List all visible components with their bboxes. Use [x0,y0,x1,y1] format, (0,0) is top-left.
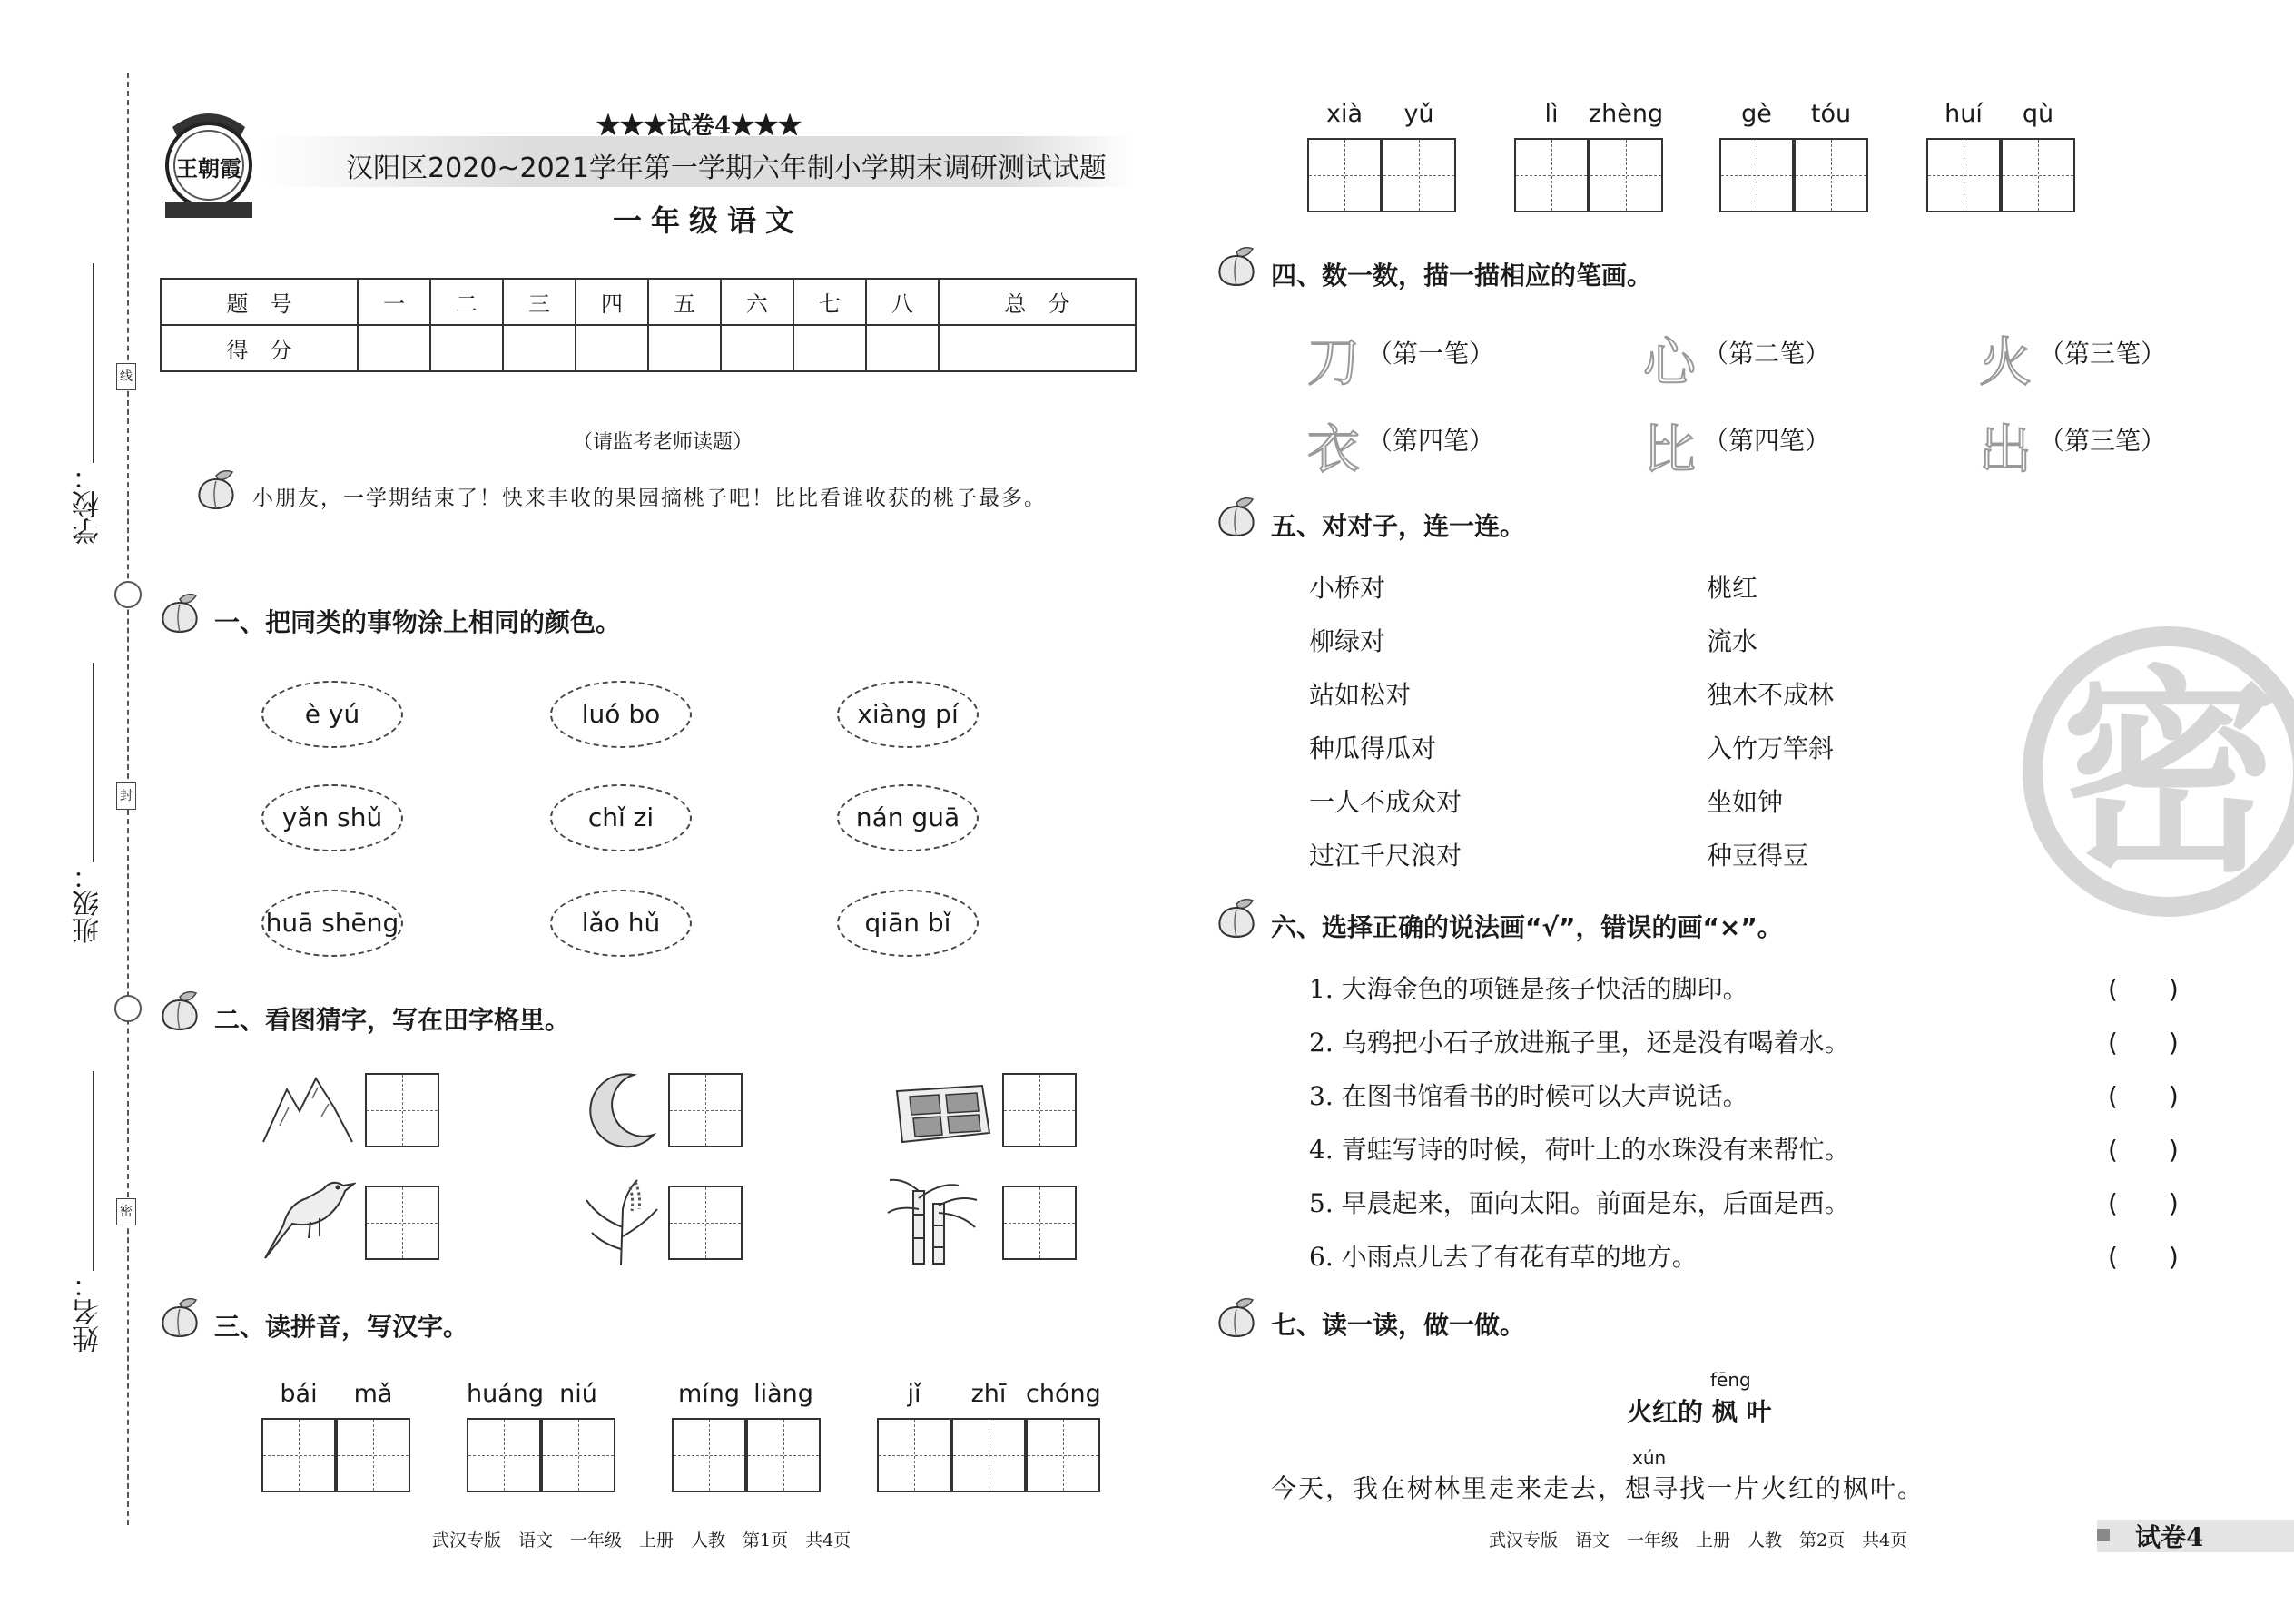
q2-title: 二、看图猜字，写在田字格里。 [214,1005,571,1035]
answer-grid[interactable] [1002,1073,1077,1147]
couplet-left[interactable]: 柳绿对 [1309,626,1386,656]
stroke-order-label: （第二笔） [1703,339,1831,369]
proctor-note: （请监考老师读题） [572,431,753,454]
peach-icon [1213,245,1260,289]
school-field[interactable] [93,263,94,463]
judgement-statement: 1. 大海金色的项链是孩子快活的脚印。 [1309,974,1748,1004]
answer-parentheses[interactable]: ( ) [2108,1188,2179,1218]
story-line-pinyin: xún [1632,1447,1667,1469]
answer-parentheses[interactable]: ( ) [2108,1242,2179,1272]
pinyin-label: bái [280,1380,318,1408]
couplet-right[interactable]: 坐如钟 [1707,787,1784,817]
answer-grid[interactable] [1002,1186,1077,1260]
pinyin-label: qù [2022,100,2054,128]
q6-title: 六、选择正确的说法画“√”，错误的画“×”。 [1271,912,1783,942]
story-line: 今天，我在树林里走来走去，想寻找一片火红的枫叶。 [1271,1473,1925,1503]
school-label: 学校： [73,463,104,545]
answer-grid[interactable] [668,1186,743,1260]
answer-grid[interactable] [1382,138,1456,212]
couplet-left[interactable]: 种瓜得瓜对 [1309,733,1437,763]
peach-icon [1213,897,1260,940]
rice-picture [581,1173,663,1267]
answer-grid[interactable] [2001,138,2075,212]
answer-grid[interactable] [1719,138,1794,212]
logo-text: 王朝霞 [176,155,241,182]
score-entry-cell[interactable] [939,325,1136,371]
binding-hole-icon [114,581,142,608]
peach-icon [156,592,203,635]
answer-grid[interactable] [1589,138,1663,212]
score-header-cell: 六 [721,279,793,325]
story-title-pinyin: fēng [1710,1369,1751,1391]
pinyin-label: liàng [753,1380,813,1408]
pinyin-oval[interactable]: huā shēng [261,890,403,957]
peach-icon [1213,1296,1260,1340]
judgement-statement: 4. 青蛙写诗的时候，荷叶上的水珠没有来帮忙。 [1309,1135,1850,1165]
bamboo-picture [886,1173,980,1267]
name-field[interactable] [93,1071,94,1271]
score-header-cell: 四 [576,279,648,325]
q7-title: 七、读一读，做一做。 [1271,1310,1526,1340]
answer-grid[interactable] [261,1418,336,1492]
score-entry-cell[interactable] [648,325,721,371]
score-value-row [161,325,1136,371]
field-picture [891,1082,993,1146]
paper-tag: ★★★试卷4★★★ [596,113,802,140]
couplet-left[interactable]: 一人不成众对 [1309,787,1462,817]
peach-icon [156,989,203,1033]
pinyin-oval[interactable]: qiān bǐ [837,890,979,957]
pinyin-label: míng [677,1380,741,1408]
answer-grid[interactable] [365,1186,439,1260]
trace-character[interactable]: 心 [1643,331,1697,393]
stroke-order-label: （第四笔） [1367,426,1495,456]
watermark-char: 密 [2060,645,2279,901]
answer-grid[interactable] [746,1418,821,1492]
score-header-row [161,279,1136,325]
couplet-right[interactable]: 桃红 [1707,573,1758,603]
moon-picture [585,1071,657,1149]
class-label: 班级： [73,862,104,944]
pinyin-label: lì [1544,100,1559,128]
answer-grid[interactable] [1926,138,2001,212]
stroke-order-label: （第三笔） [2039,426,2167,456]
answer-grid[interactable] [951,1418,1026,1492]
score-entry-cell[interactable] [430,325,503,371]
pinyin-label: chóng [1026,1380,1101,1408]
answer-grid[interactable] [365,1073,439,1147]
pinyin-label: xià [1325,100,1364,128]
answer-parentheses[interactable]: ( ) [2108,974,2179,1004]
pinyin-oval[interactable]: chǐ zi [550,784,692,851]
stroke-order-label: （第一笔） [1367,339,1495,369]
score-header-cell: 八 [866,279,939,325]
score-header-cell: 一 [358,279,430,325]
couplet-left[interactable]: 站如松对 [1309,680,1412,710]
trace-character[interactable]: 比 [1643,418,1697,480]
couplet-right[interactable]: 流水 [1707,626,1758,656]
judgement-statement: 6. 小雨点儿去了有花有草的地方。 [1309,1242,1698,1272]
pinyin-oval[interactable]: nán guā [837,784,979,851]
page-footer-right: 武汉专版 语文 一年级 上册 人教 第2页 共4页 [1489,1530,1908,1550]
couplet-left[interactable]: 过江千尺浪对 [1309,841,1462,871]
q1-title: 一、把同类的事物涂上相同的颜色。 [214,607,622,637]
pinyin-label: huí [1944,100,1983,128]
pinyin-label: jǐ [907,1380,921,1408]
answer-grid[interactable] [467,1418,541,1492]
subject-title: 一年级语文 [612,203,803,238]
score-label-cell: 得 分 [161,325,358,371]
q5-title: 五、对对子，连一连。 [1271,511,1526,541]
watermark-seal [2023,626,2294,917]
answer-parentheses[interactable]: ( ) [2108,1135,2179,1165]
score-table [160,278,1137,372]
answer-grid[interactable] [336,1418,410,1492]
q4-title: 四、数一数，描一描相应的笔画。 [1271,261,1653,290]
score-entry-cell[interactable] [721,325,793,371]
pinyin-oval[interactable]: yǎn shǔ [261,784,403,851]
q3-title: 三、读拼音，写汉字。 [214,1312,469,1342]
stroke-order-label: （第三笔） [2039,339,2167,369]
peach-icon [156,1296,203,1340]
pinyin-label: tóu [1810,100,1852,128]
judgement-statement: 2. 乌鸦把小石子放进瓶子里，还是没有喝着水。 [1309,1028,1850,1058]
judgement-statement: 3. 在图书馆看书的时候可以大声说话。 [1309,1081,1748,1111]
couplet-right[interactable]: 种豆得豆 [1707,841,1809,871]
page-footer-left: 武汉专版 语文 一年级 上册 人教 第1页 共4页 [432,1530,852,1550]
score-entry-cell[interactable] [576,325,648,371]
answer-grid[interactable] [1514,138,1589,212]
score-header-cell: 五 [648,279,721,325]
pinyin-label: huáng [467,1380,545,1408]
pinyin-oval[interactable]: luó bo [550,681,692,748]
peach-icon [1213,496,1260,539]
answer-grid[interactable] [877,1418,951,1492]
trace-character[interactable]: 出 [1979,418,2033,480]
trace-character[interactable]: 火 [1979,331,2033,393]
score-entry-cell[interactable] [793,325,866,371]
score-header-cell: 七 [793,279,866,325]
trace-character[interactable]: 刀 [1307,331,1361,393]
binding-mark-seal: 封 [116,782,136,810]
exam-title: 汉阳区2020~2021学年第一学期六年制小学期末调研测试试题 [346,153,1107,184]
answer-parentheses[interactable]: ( ) [2108,1028,2179,1058]
class-field[interactable] [93,663,94,862]
name-label: 姓名： [73,1271,104,1353]
pinyin-oval[interactable]: è yú [261,681,403,748]
pinyin-oval[interactable]: xiàng pí [837,681,979,748]
pinyin-label: zhī [970,1380,1007,1408]
story-title: 火红的 枫 叶 [1627,1397,1772,1427]
pinyin-label: gè [1741,100,1772,128]
couplet-right[interactable]: 独木不成林 [1707,680,1835,710]
mountain-picture [261,1071,356,1144]
intro-text: 小朋友，一学期结束了！快来丰收的果园摘桃子吧！比比看谁收获的桃子最多。 [252,487,1047,510]
pinyin-label: mǎ [353,1380,393,1408]
peach-icon [192,468,240,512]
answer-grid[interactable] [672,1418,746,1492]
answer-grid[interactable] [1026,1418,1100,1492]
footer-square-icon [2097,1529,2110,1541]
binding-mark-line: 线 [116,363,136,390]
answer-grid[interactable] [668,1073,743,1147]
score-entry-cell[interactable] [866,325,939,371]
footer-tag: 试卷4 [2135,1522,2204,1552]
brand-logo [154,100,263,222]
answer-grid[interactable] [541,1418,615,1492]
score-header-cell: 题 号 [161,279,358,325]
pinyin-label: niú [559,1380,597,1408]
score-header-cell: 二 [430,279,503,325]
binding-mark-secret: 密 [116,1198,136,1225]
pinyin-oval[interactable]: lǎo hǔ [550,890,692,957]
stroke-order-label: （第四笔） [1703,426,1831,456]
bird-picture [256,1171,356,1262]
pinyin-label: yǔ [1403,100,1434,128]
trace-character[interactable]: 衣 [1307,418,1361,480]
answer-parentheses[interactable]: ( ) [2108,1081,2179,1111]
couplet-left[interactable]: 小桥对 [1309,573,1386,603]
answer-grid[interactable] [1794,138,1868,212]
score-header-cell: 三 [503,279,576,325]
score-entry-cell[interactable] [503,325,576,371]
score-entry-cell[interactable] [358,325,430,371]
couplet-right[interactable]: 入竹万竿斜 [1707,733,1835,763]
judgement-statement: 5. 早晨起来，面向太阳。前面是东，后面是西。 [1309,1188,1850,1218]
answer-grid[interactable] [1307,138,1382,212]
binding-hole-icon [114,995,142,1022]
score-header-cell: 总 分 [939,279,1136,325]
pinyin-label: zhèng [1589,100,1664,128]
